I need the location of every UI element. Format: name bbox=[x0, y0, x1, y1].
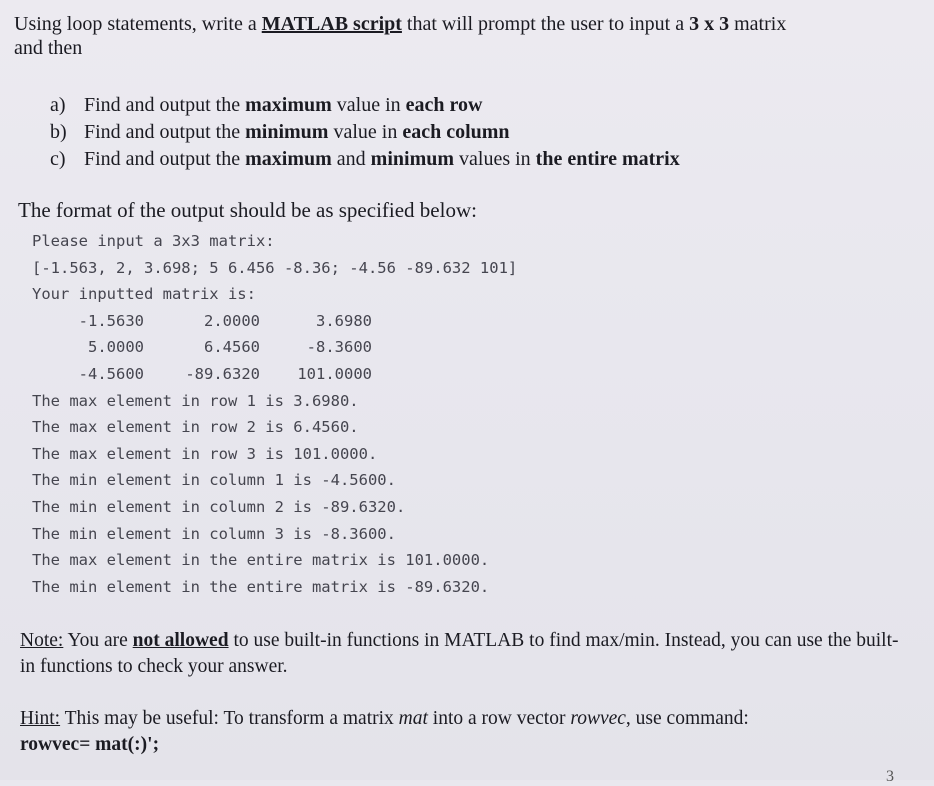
format-heading: The format of the output should be as specified below: bbox=[18, 198, 477, 222]
task-label: b) bbox=[50, 121, 67, 143]
result-line: The min element in column 1 is -4.5600. bbox=[32, 471, 396, 490]
result-line: The max element in row 2 is 6.4560. bbox=[32, 418, 359, 437]
hint-text-3: , use command: bbox=[625, 708, 749, 729]
hint-text-2: into a row vector bbox=[427, 708, 571, 729]
task-text: Find and output the maximum and minimum values in the entire matrix bbox=[84, 148, 680, 170]
hint-paragraph bbox=[20, 706, 900, 758]
intro-text: Using loop statements, write a bbox=[14, 13, 262, 35]
problem-statement bbox=[14, 12, 914, 60]
task-label: c) bbox=[50, 148, 66, 170]
note-paragraph bbox=[20, 628, 900, 680]
task-label: a) bbox=[50, 94, 66, 116]
task-item-a bbox=[50, 92, 910, 119]
matrix-cell: -4.5600 bbox=[78, 364, 144, 383]
matrix-cell: 101.0000 bbox=[297, 364, 372, 383]
matlab-script-term: MATLAB script bbox=[261, 13, 402, 35]
var-mat: mat bbox=[398, 708, 428, 729]
task-text: Find and output the maximum value in each row bbox=[84, 94, 483, 116]
intro-text-2: that will prompt the user to input a bbox=[401, 13, 690, 35]
hint-text: This may be useful: To transform a matrix bbox=[60, 708, 399, 729]
output-line-echo-header: Your inputted matrix is: bbox=[32, 285, 256, 304]
intro-text-3: matrix bbox=[729, 13, 787, 35]
matrix-cell: -89.6320 bbox=[185, 364, 260, 383]
result-line: The min element in column 3 is -8.3600. bbox=[32, 524, 396, 543]
matrix-cell: 5.0000 bbox=[88, 338, 144, 357]
result-line: The max element in the entire matrix is 101.0000. bbox=[32, 551, 490, 570]
task-list bbox=[50, 92, 910, 173]
result-line: The max element in row 1 is 3.6980. bbox=[32, 391, 359, 410]
not-allowed-emphasis: not allowed bbox=[132, 630, 229, 651]
result-line: The min element in column 2 is -89.6320. bbox=[32, 497, 406, 516]
var-rowvec: rowvec bbox=[570, 708, 626, 729]
matrix-cell: 2.0000 bbox=[204, 311, 260, 330]
page-number: 3 bbox=[886, 768, 894, 785]
note-text-2: to use built-in functions in MATLAB to find max/min. Instead, you can use the built-in functions to check your answer. bbox=[20, 630, 899, 677]
note-label: Note: bbox=[20, 630, 64, 651]
matrix-cell: 3.6980 bbox=[316, 311, 372, 330]
result-line: The max element in row 3 is 101.0000. bbox=[32, 444, 378, 463]
sample-output-block bbox=[32, 228, 672, 600]
result-line: The min element in the entire matrix is -89.6320. bbox=[32, 577, 490, 596]
task-item-c bbox=[50, 146, 910, 173]
matrix-row-1 bbox=[32, 308, 672, 335]
task-text: Find and output the minimum value in each column bbox=[84, 121, 510, 143]
matrix-cell: -8.3600 bbox=[306, 338, 372, 357]
matrix-row-3 bbox=[32, 361, 672, 388]
intro-line-2: and then bbox=[14, 37, 83, 59]
task-item-b bbox=[50, 119, 910, 146]
note-text: You are bbox=[63, 630, 133, 651]
output-line-input: [-1.563, 2, 3.698; 5 6.456 -8.36; -4.56 -89.632 101] bbox=[32, 258, 518, 277]
output-line-prompt: Please input a 3x3 matrix: bbox=[32, 232, 275, 250]
matrix-row-2 bbox=[32, 334, 672, 361]
hint-label: Hint: bbox=[20, 708, 61, 729]
matrix-size: 3 x 3 bbox=[689, 13, 730, 35]
hint-command: rowvec= mat(:)'; bbox=[20, 734, 160, 755]
matrix-cell: 6.4560 bbox=[204, 338, 260, 357]
matrix-cell: -1.5630 bbox=[78, 311, 144, 330]
